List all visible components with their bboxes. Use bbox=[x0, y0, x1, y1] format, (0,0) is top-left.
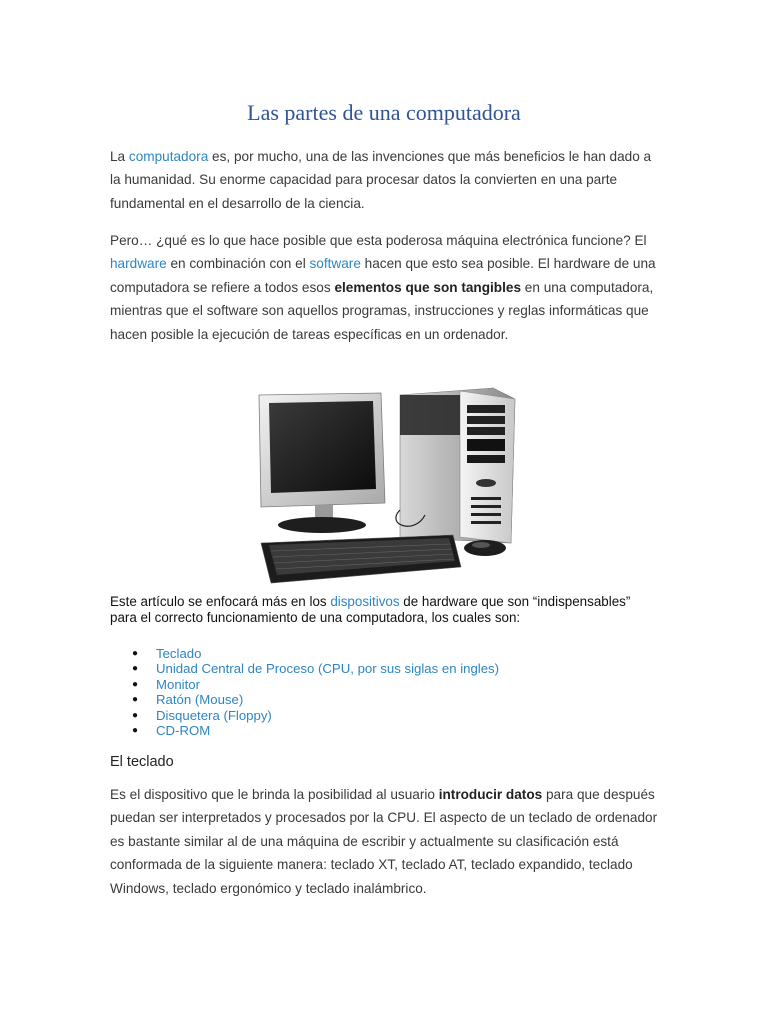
list-item-cpu[interactable]: Unidad Central de Proceso (CPU, por sus siglas en ingles) bbox=[156, 661, 500, 677]
kb-text-1: Es el dispositivo que le brinda la posibilidad al usuario bbox=[110, 787, 439, 802]
hw-text-3: hacen que esto sea posible. El hardware de una computadora se refiere a todos esos bbox=[110, 256, 656, 295]
bullet-icon: ● bbox=[132, 725, 139, 737]
computer-illustration bbox=[255, 385, 517, 585]
bullet-icon: ● bbox=[132, 663, 139, 675]
keyboard-icon bbox=[261, 535, 461, 583]
link-dispositivos[interactable]: dispositivos bbox=[330, 594, 400, 609]
bullet-icon: ● bbox=[132, 694, 139, 706]
keyboard-paragraph bbox=[110, 783, 660, 900]
dev-text-1: Este artículo se enfocará más en los bbox=[110, 594, 331, 609]
bullet-icon: ● bbox=[132, 709, 139, 721]
list-item[interactable] bbox=[132, 708, 499, 723]
list-item-monitor[interactable]: Monitor bbox=[156, 676, 200, 692]
link-software[interactable]: software bbox=[309, 256, 361, 272]
hardware-software-paragraph bbox=[110, 229, 660, 346]
intro-text-2: es, por mucho, una de las invenciones que más beneficios le han dado a la humanidad. Su enorme capacidad para procesar datos la convierten en una parte fundamental en el desarrollo de la ciencia. bbox=[110, 149, 652, 211]
dev-text-2: de hardware que son “indispensables” para el correcto funcionamiento de una computadora, los cuales son: bbox=[110, 594, 631, 625]
list-item[interactable] bbox=[132, 661, 499, 676]
list-item-disquetera[interactable]: Disquetera (Floppy) bbox=[156, 707, 272, 723]
mouse-icon bbox=[464, 540, 506, 556]
hw-text-1: Pero… ¿qué es lo que hace posible que esta poderosa máquina electrónica funcione? El bbox=[110, 233, 647, 248]
list-item-teclado[interactable]: Teclado bbox=[156, 646, 202, 661]
hw-text-4: en una computadora, mientras que el software son aquellos programas, instrucciones y reglas informáticas que hacen posible la ejecución de tareas específicas en un ordenador. bbox=[110, 279, 654, 342]
page-title: Las partes de una computadora bbox=[247, 100, 521, 125]
devices-paragraph bbox=[110, 594, 660, 626]
kb-bold-introducir: introducir datos bbox=[438, 787, 543, 802]
devices-list bbox=[132, 646, 499, 738]
hw-text-2: en combinación con el bbox=[166, 256, 310, 272]
list-item[interactable] bbox=[132, 692, 499, 707]
link-hardware[interactable]: hardware bbox=[110, 256, 167, 272]
cpu-tower-icon bbox=[400, 388, 515, 543]
list-item-cdrom[interactable]: CD-ROM bbox=[156, 723, 211, 739]
bullet-icon: ● bbox=[132, 648, 139, 659]
monitor-icon bbox=[259, 393, 385, 533]
section-heading-teclado: El teclado bbox=[110, 754, 174, 770]
bullet-icon: ● bbox=[132, 678, 139, 690]
intro-text-1: La bbox=[110, 149, 129, 164]
intro-paragraph bbox=[110, 145, 660, 215]
hw-bold-tangibles: elementos que son tangibles bbox=[334, 279, 522, 295]
list-item[interactable] bbox=[132, 646, 499, 661]
list-item[interactable] bbox=[132, 677, 499, 692]
kb-text-2: para que después puedan ser interpretados y procesados por la CPU. El aspecto de un teclado de ordenador es bastante similar al de una máquina de escribir y actualmente su clasificación está conformada de la siguiente manera: teclado XT, teclado AT, teclado expandido, teclado Windows, teclado ergonómico y teclado inalámbrico. bbox=[110, 787, 658, 896]
list-item-raton[interactable]: Ratón (Mouse) bbox=[156, 692, 244, 708]
list-item[interactable] bbox=[132, 723, 499, 738]
link-computadora[interactable]: computadora bbox=[128, 149, 209, 164]
